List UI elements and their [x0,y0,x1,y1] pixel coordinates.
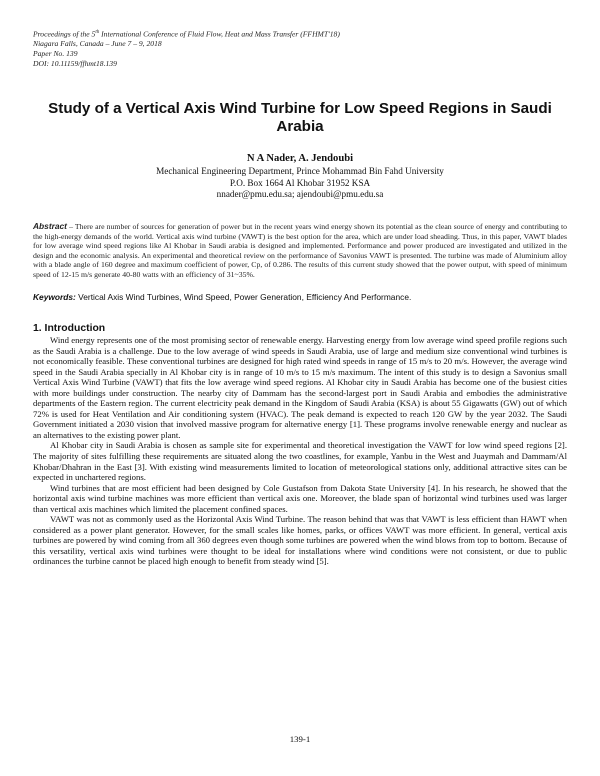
section-body [33,335,567,567]
abstract [33,222,567,280]
affiliation-department: Mechanical Engineering Department, Prince Mohammad Bin Fahd University [156,166,444,176]
paper-authors: N A Nader, A. Jendoubi [246,153,354,164]
conference-suffix: International Conference of Fluid Flow, Heat and Mass Transfer (FFHMT'18) [99,29,340,39]
keywords-label: Keywords: [33,292,76,302]
conference-prefix: Proceedings of the 5 [33,29,96,39]
body-paragraph: Al Khobar city in Saudi Arabia is chosen as sample site for experimental and theoretical investigation the VAWT for low wind speed regions [2]. The majority of sites fulfilling these requirements are situated along the two coastlines, for example, Yanbu in the West and Juaymah and Dammam/Al Khobar/Dhahran in the East [3]. With existing wind measurements limited to location of meteorological stations only, additional attractive sites can be expected in unchartered regions. [33,440,567,483]
affiliation-address: P.O. Box 1664 Al Khobar 31952 KSA [229,177,371,188]
body-paragraph: Wind energy represents one of the most promising sector of renewable energy. Harvesting energy from low average wind speed profile regions such as the Saudi Arabia is a challenge. Due to the low average of wind speeds in Saudi Arabia, use of large and medium size conventional wind turbines is not economically feasible. These conventional turbines are designed for high rated wind speeds in range of 15 m/s to 20 m/s. However, the average wind speed in the Saudi Arabia specially in Al Khobar city is in range of 10 m/s to 15 m/s maximum. The intent of this study is to design a Savonius small Vertical Axis Wind Turbine (VAWT) that fits the low average wind speed regions. Al Khobar city in Saudi Arabia has become one of the busiest cities with more buildings under construction. The nearby city of Dammam has the second-largest port in Saudi Arabia and embodies the administrative departments of the Eastern region. The current electricity peak demand in the Kingdom of Saudi Arabia (KSA) is about 55 Gigawatts (GW) out of which 72% is used for Heat Ventilation and Air conditioning system (HVAC). The peak demand is expected to reach 120 GW by the year 2032. The Saudi Government initiated a 2030 vision that involved massive program for alternative energy [1]. These programs involve renewable energy and nuclear as an alternatives to the existing power plant. [33,335,567,440]
page-number: 139-1 [289,734,311,744]
section-heading: 1. Introduction [33,323,106,334]
keywords [33,292,567,303]
affiliation [33,166,567,201]
abstract-text: – There are number of sources for generation of power but in the recent years wind energy shown its potential as the clean source of energy and contributing to the high-energy demands of the world. Vertical axis wind turbine (VAWT) is the best option for the area, which are under load sheading. Thus, in this paper, VAWT blades for low average wind speed regions like Al Khobar in Saudi arabia is designed and implemented. Performance and power produced are investigated and utilized in the design and the economic analysis. An experimental and theoretical review on the performance of Savonius VAWT is presented. The turbine was made of Aluminium alloy with a blade angle of 160 degree and maximum coefficient of power, Cp, of 0.286. The results of this current study showed that the power output, with speed of minimum speed of 12-15 m/s generate 40-80 watts with an efficiency of 31~35%. [33,222,567,279]
body-paragraph: VAWT was not as commonly used as the Horizontal Axis Wind Turbine. The reason behind that was that VAWT is less efficient than HAWT when considered as a power plant generator. However, for the small scales like homes, parks, or offices VAWT was more efficient. In general, vertical axis turbines are powered by wind coming from all 360 degrees even though some turbines are powered when the wind blows from top to bottom. Because of this versatility, vertical axis wind turbines were thought to be ideal for installations where wind conditions were not consistent, or due to public ordinances the turbine cannot be placed high enough to benefit from steady wind [5]. [33,514,567,567]
body-paragraph: Wind turbines that are most efficient had been designed by Cole Gustafson from Dakota State University [4]. In his research, he showed that the horizontal axis wind turbine machines was more efficient than vertical axis one. Moreover, the blade span of horizontal wind turbines used was larger than vertical axis machines which limited the placement confined spaces. [33,482,567,514]
conference-location: Niagara Falls, Canada – June 7 – 9, 2018 [33,39,162,49]
paper-number: Paper No. 139 [33,48,78,58]
keywords-text: Vertical Axis Wind Turbines, Wind Speed, Power Generation, Efficiency And Performance. [75,292,412,302]
proceedings-header [33,28,573,68]
doi: DOI: 10.11159/ffhmt18.139 [33,58,117,68]
conference-superscript: th [95,30,100,35]
abstract-label: Abstract [33,221,67,231]
conference-line [33,28,573,39]
paper-title: Study of a Vertical Axis Wind Turbine for Low Speed Regions in Saudi Arabia [48,100,552,135]
author-emails: nnader@pmu.edu.sa; ajendoubi@pmu.edu.sa [216,189,384,200]
